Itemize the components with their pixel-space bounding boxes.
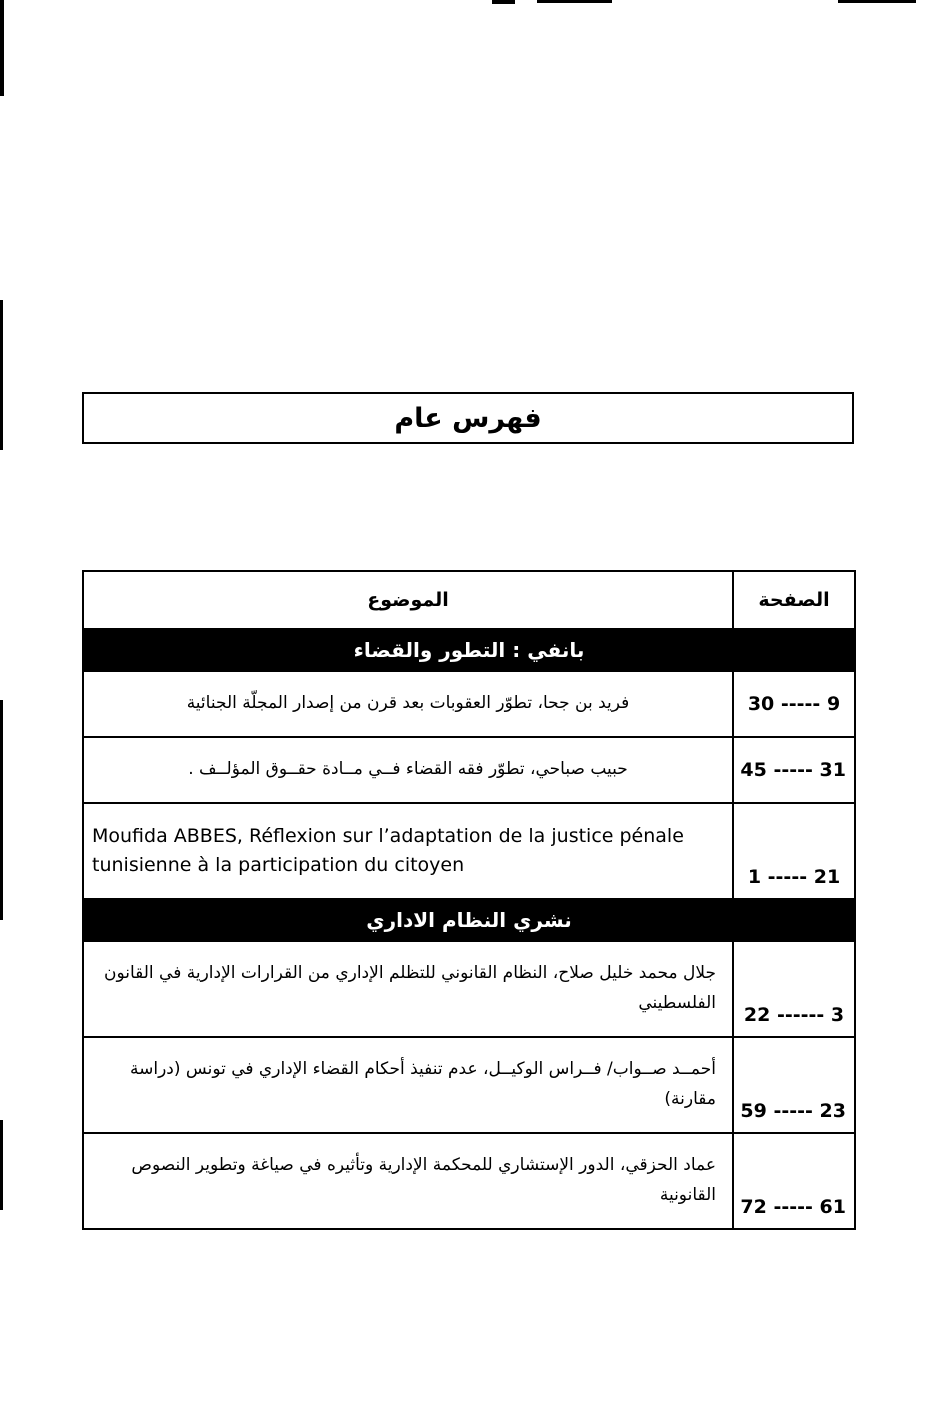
row-pages: 3 ------ 22 xyxy=(733,941,855,1037)
row-pages: 21 ----- 1 xyxy=(733,803,855,899)
row-pages: 9 ----- 30 xyxy=(733,671,855,737)
section-heading-row xyxy=(83,629,855,671)
section-heading-2: نشري النظام الاداري xyxy=(83,899,855,941)
scan-artifact xyxy=(0,300,3,450)
table-header-row xyxy=(83,571,855,629)
table-row xyxy=(83,803,855,899)
row-pages: 61 ----- 72 xyxy=(733,1133,855,1229)
page-title: فهرس عام xyxy=(394,402,542,434)
section-heading-1: بانفي : التطور والقضاء xyxy=(83,629,855,671)
page-title-box xyxy=(82,392,854,444)
table-row xyxy=(83,941,855,1037)
row-subject: فريد بن جحا، تطوّر العقوبات بعد قرن من إصدار المجلّة الجنائية xyxy=(83,671,733,737)
row-subject: Moufida ABBES, Réflexion sur l’adaptation de la justice pénale tunisienne à la participation du citoyen xyxy=(83,803,733,899)
table-row xyxy=(83,737,855,803)
table-row xyxy=(83,671,855,737)
row-subject: حبيب صباحي، تطوّر فقه القضاء فــي مــادة حقــوق المؤلــف . xyxy=(83,737,733,803)
table-of-contents xyxy=(82,570,856,1230)
section-heading-row xyxy=(83,899,855,941)
row-subject: أحمــد صــواب/ فــراس الوكيــل، عدم تنفيذ أحكام القضاء الإداري في تونس (دراسة مقارنة) xyxy=(83,1037,733,1133)
table-row xyxy=(83,1133,855,1229)
row-pages: 31 ----- 45 xyxy=(733,737,855,803)
scan-artifact xyxy=(0,1120,3,1210)
row-subject: جلال محمد خليل صلاح، النظام القانوني للتظلم الإداري من القرارات الإدارية في القانون الفلسطيني xyxy=(83,941,733,1037)
row-subject: عماد الحزقي، الدور الإستشاري للمحكمة الإدارية وتأثيره في صياغة وتطوير النصوص القانونية xyxy=(83,1133,733,1229)
header-page: الصفحة xyxy=(733,571,855,629)
table-row xyxy=(83,1037,855,1133)
scan-artifact xyxy=(492,0,515,4)
scan-artifact xyxy=(838,0,916,3)
scan-artifact xyxy=(0,0,4,96)
scan-artifact xyxy=(537,0,612,3)
scan-artifact xyxy=(0,700,3,920)
row-pages: 23 ----- 59 xyxy=(733,1037,855,1133)
header-subject: الموضوع xyxy=(83,571,733,629)
